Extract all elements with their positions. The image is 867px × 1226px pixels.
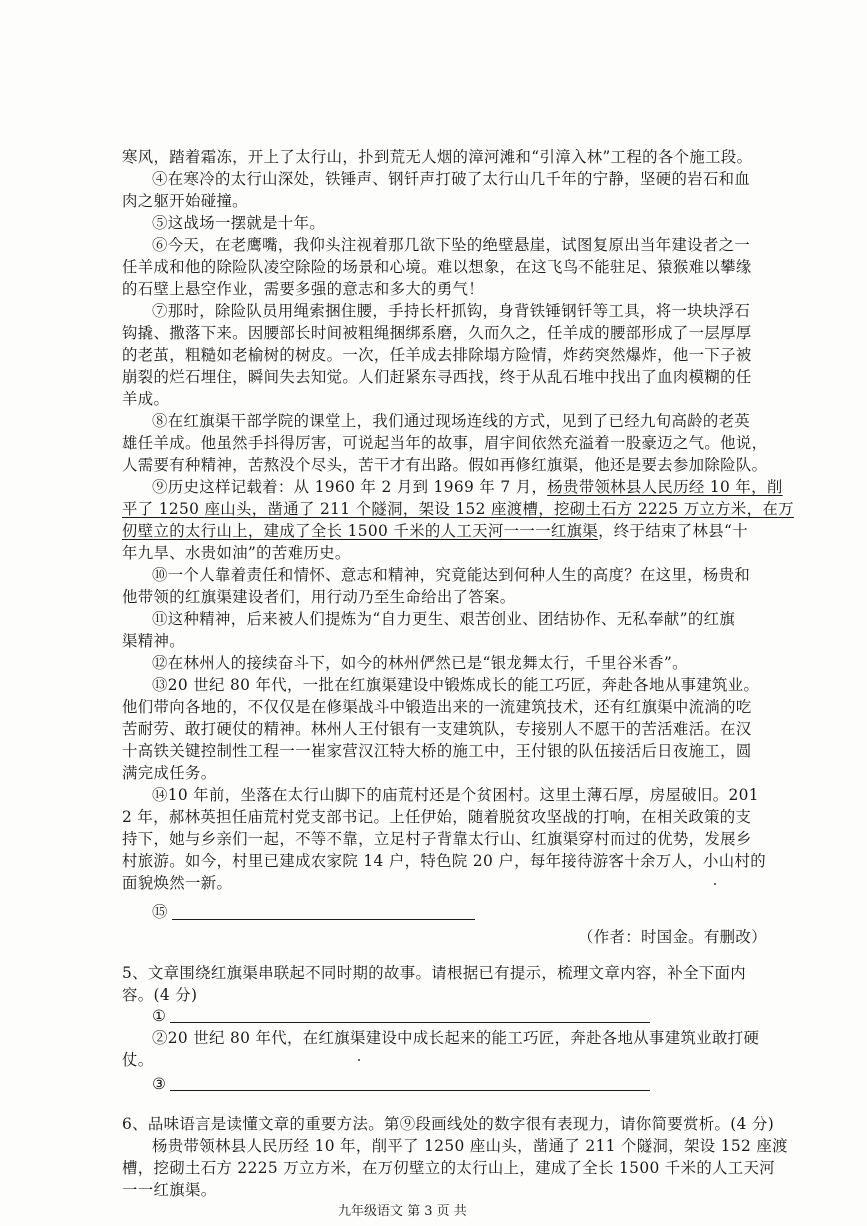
paragraph-14-line: ⑭10 年前，坐落在太行山脚下的庙荒村还是个贫困村。这里土薄石厚，房屋破旧。201 xyxy=(152,786,759,804)
paragraph-14-line: 面貌焕然一新。 xyxy=(122,874,233,892)
paragraph-8-line: 人需要有种精神，苦熬没个尽头，苦干才有出路。假如再修红旗渠，他还是要去参加除险队。 xyxy=(122,456,768,474)
question-6-stem: 6、品味语言是读懂文章的重要方法。第⑨段画线处的数字很有表现力，请你简要赏析。(4 分) xyxy=(122,1115,775,1133)
question-5-item-1-blank[interactable] xyxy=(170,1022,650,1023)
paragraph-9-line xyxy=(122,521,748,541)
paragraph-6-line: ⑥今天，在老鹰嘴，我仰头注视着那几欲下坠的绝壁悬崖，试图复原出当年建设者之一 xyxy=(152,236,751,254)
paragraph-11-line: ⑪这种精神，后来被人们提炼为“自力更生、艰苦创业、团结协作、无私奉献”的红旗 xyxy=(152,610,736,628)
paragraph-7-line: ⑦那时，除险队员用绳索捆住腰，手持长杆抓钩，身背铁锤钢钎等工具，将一块块浮石 xyxy=(152,302,751,320)
paragraph-12: ⑫在林州人的接续奋斗下，如今的林州俨然已是“银龙舞太行，千里谷米香”。 xyxy=(152,654,688,672)
paragraph-6-line: 任羊成和他的除险队凌空除险的场景和心境。难以想象，在这飞鸟不能驻足、猿猴难以攀缘 xyxy=(122,258,752,276)
paragraph-14-line: 村旅游。如今，村里已建成农家院 14 户，特色院 20 户，每年接待游客十余万人，小山村的 xyxy=(122,852,766,870)
paragraph-8-line: ⑧在红旗渠干部学院的课堂上，我们通过现场连线的方式，见到了已经九旬高龄的老英 xyxy=(152,412,751,430)
underlined-passage: 仞壁立的太行山上，建成了全长 1500 千米的人工天河一一一红旗渠 xyxy=(122,522,599,540)
question-5-item-1-label: ① xyxy=(152,1007,167,1025)
paragraph-9-line: 年九旱、水贵如油”的苦难历史。 xyxy=(122,544,351,562)
paragraph-13-line: 十高铁关键控制性工程一一崔家营汉江特大桥的施工中，王付银的队伍接活后日夜施工，圆 xyxy=(122,742,752,760)
paragraph-11-line: 渠精神。 xyxy=(122,632,185,650)
paragraph-4-line: 肉之躯开始碰撞。 xyxy=(122,192,248,210)
paragraph-9-line xyxy=(152,477,783,497)
paragraph-continuation: 寒风，踏着霜冻，开上了太行山，扑到荒无人烟的漳河滩和“引漳入林”工程的各个施工段。 xyxy=(122,148,753,166)
scan-speck xyxy=(714,883,716,885)
paragraph-7-line: 的老茧，粗糙如老榆树的树皮。一次，任羊成去排除塌方险情，炸药突然爆炸，他一下子被 xyxy=(122,346,752,364)
paragraph-7-line: 钩撬、撒落下来。因腰部长时间被粗绳捆绑系磨，久而久之，任羊成的腰部形成了一层厚厚 xyxy=(122,324,752,342)
question-5-stem: 5、文章围绕红旗渠串联起不同时期的故事。请根据已有提示，梳理文章内容，补全下面内 xyxy=(122,964,747,982)
paragraph-13-line: 苦耐劳、敢打硬仗的精神。林州人王付银有一支建筑队，专接别人不愿干的苦活难活。在汉 xyxy=(122,720,752,738)
paragraph-5: ⑤这战场一摆就是十年。 xyxy=(152,214,326,232)
paragraph-10-line: ⑩一个人靠着责任和情怀、意志和精神，究竟能达到何种人生的高度？在这里，杨贵和 xyxy=(152,566,751,584)
paragraph-13-line: 满完成任务。 xyxy=(122,764,217,782)
question-5-item-2: ②20 世纪 80 年代，在红旗渠建设中成长起来的能工巧匠，奔赴各地从事建筑业敢打硬 xyxy=(152,1029,760,1047)
question-5-item-2: 仗。 xyxy=(122,1051,154,1069)
underlined-passage: 平了 1250 座山头，凿通了 211 个隧洞，架设 152 座渡槽，挖砌土石方 2225 万立方米，在万 xyxy=(122,500,794,518)
question-5-stem: 容。(4 分) xyxy=(122,986,198,1004)
paragraph-9-text: ，终于结束了林县“十 xyxy=(598,522,748,540)
paragraph-8-line: 雄任羊成。他虽然手抖得厉害，可说起当年的故事，眉宇间依然充溢着一股豪迈之气。他说， xyxy=(122,434,768,452)
paragraph-14-line: 2 年，郝林英担任庙荒村党支部书记。上任伊始，随着脱贫攻坚战的打响，在相关政策的支 xyxy=(122,808,752,826)
question-5-item-3-label: ③ xyxy=(152,1075,167,1093)
question-6-quote: 一一红旗渠。 xyxy=(122,1181,217,1199)
paragraph-15-label: ⑮ xyxy=(152,903,168,921)
paragraph-6-line: 的石壁上悬空作业，需要多强的意志和多大的勇气！ xyxy=(122,280,485,298)
question-5-item-3-blank[interactable] xyxy=(170,1090,650,1091)
page-footer: 九年级语文 第 3 页 共 xyxy=(338,1204,467,1219)
underlined-passage: 杨贵带领林县人民历经 10 年，削 xyxy=(547,478,783,496)
paragraph-7-line: 羊成。 xyxy=(122,390,170,408)
paragraph-13-line: ⑬20 世纪 80 年代，一批在红旗渠建设中锻炼成长的能工巧匠，奔赴各地从事建筑业。 xyxy=(152,676,760,694)
paragraph-7-line: 崩裂的烂石埋住，瞬间失去知觉。人们赶紧东寻西找，终于从乱石堆中找出了血肉模糊的任 xyxy=(122,368,752,386)
attribution: （作者：时国金。有删改） xyxy=(578,928,767,946)
paragraph-15-answer-blank[interactable] xyxy=(172,919,475,920)
question-6-quote: 槽，挖砌土石方 2225 万立方米，在万仞壁立的太行山上，建成了全长 1500 千米的人工天河 xyxy=(122,1159,776,1177)
paragraph-9-text: ⑨历史这样记载着：从 1960 年 2 月到 1969 年 7 月， xyxy=(152,478,548,496)
scan-speck xyxy=(358,1059,360,1061)
paragraph-4-line: ④在寒冷的太行山深处，铁锤声、钢钎声打破了太行山几千年的宁静，坚硬的岩石和血 xyxy=(152,170,751,188)
paragraph-10-line: 他带领的红旗渠建设者们，用行动乃至生命给出了答案。 xyxy=(122,588,516,606)
question-6-quote: 杨贵带领林县人民历经 10 年，削平了 1250 座山头，凿通了 211 个隧洞，架设 152 座渡 xyxy=(152,1137,788,1155)
paragraph-14-line: 持下，她与乡亲们一起，不等不靠，立足村子背靠太行山、红旗渠穿村而过的优势，发展乡 xyxy=(122,830,752,848)
paragraph-13-line: 他们带向各地的，不仅仅是在修渠战斗中锻造出来的一流建筑技术，还有红旗渠中流淌的吃 xyxy=(122,698,752,716)
